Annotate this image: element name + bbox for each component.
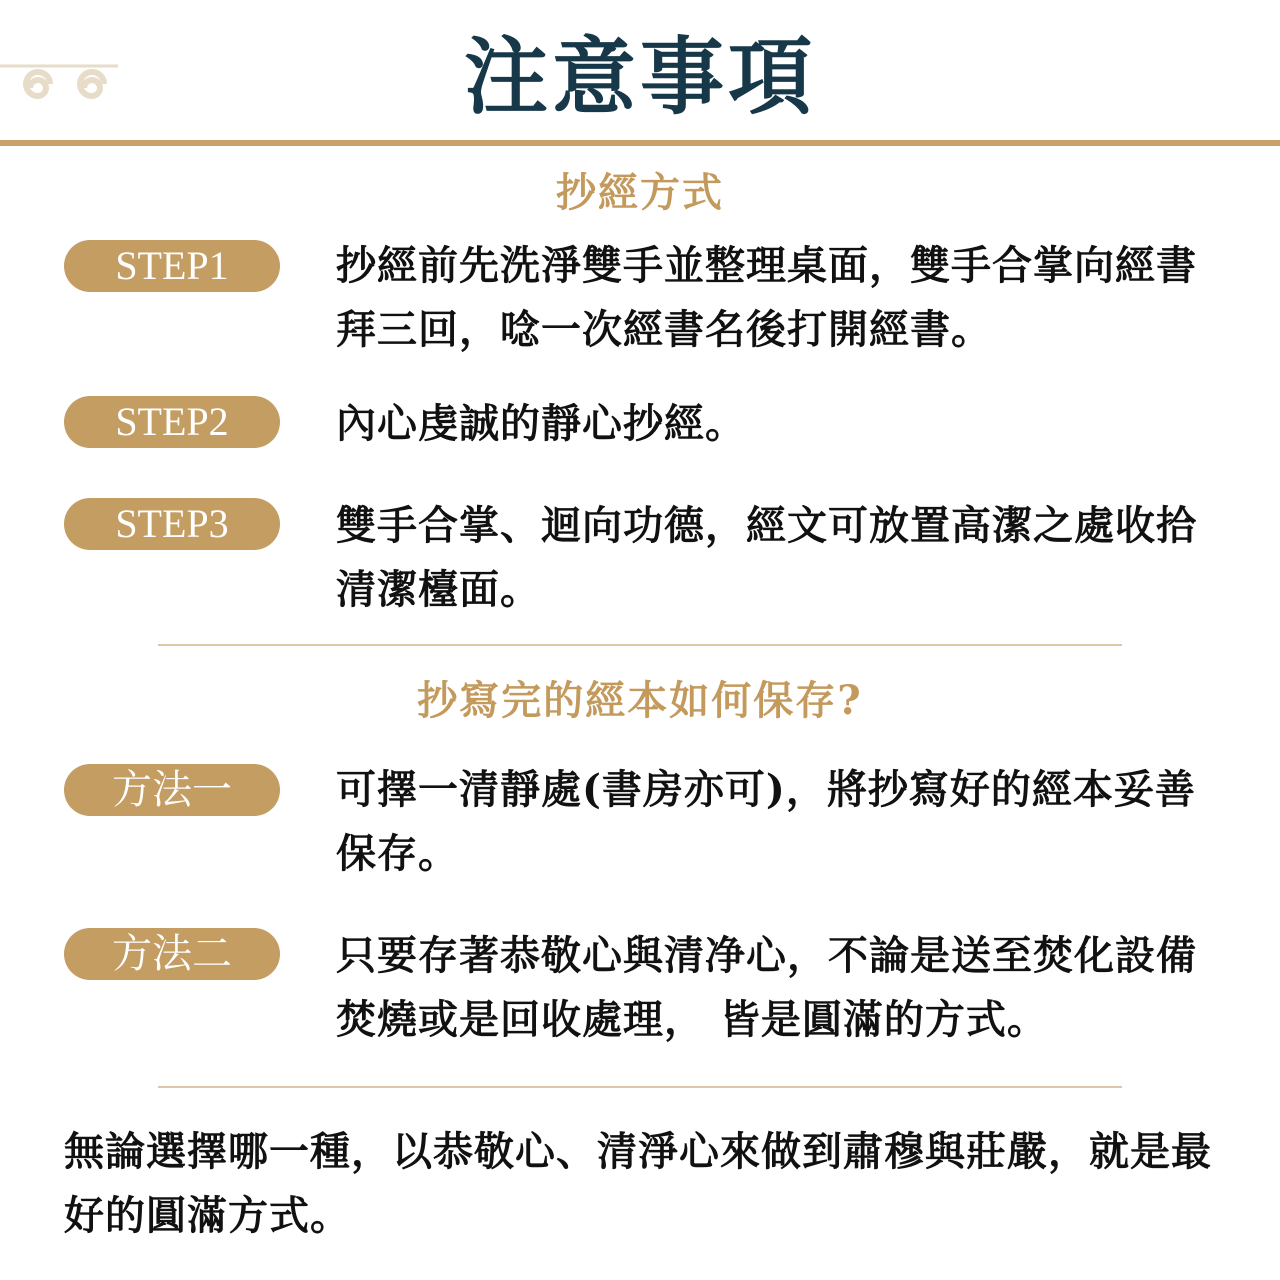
closing-divider xyxy=(158,1086,1122,1088)
section-divider xyxy=(158,644,1122,646)
method-badge-1: 方法一 xyxy=(64,764,280,816)
step-text-1: 抄經前先洗淨雙手並整理桌面，雙手合掌向經書拜三回，唸一次經書名後打開經書。 xyxy=(336,242,1197,353)
closing-statement: 無論選擇哪一種，以恭敬心、清淨心來做到肅穆與莊嚴，就是最好的圓滿方式。 xyxy=(64,1128,1212,1239)
step-badge-1: STEP1 xyxy=(64,240,280,292)
method-text-1: 可擇一清靜處(書房亦可)，將抄寫好的經本妥善保存。 xyxy=(336,766,1196,877)
section-title-preservation: 抄寫完的經本如何保存? xyxy=(417,677,863,724)
step-text-2: 內心虔誠的靜心抄經。 xyxy=(336,400,746,447)
step-badge-3: STEP3 xyxy=(64,498,280,550)
method-text-2: 只要存著恭敬心與清净心，不論是送至焚化設備焚燒或是回收處理， 皆是圓滿的方式。 xyxy=(336,932,1197,1043)
method-badge-2: 方法二 xyxy=(64,928,280,980)
page-title: 注意事項 xyxy=(463,27,816,126)
section-title-copy-method: 抄經方式 xyxy=(556,169,724,216)
step-text-3: 雙手合掌、迴向功德，經文可放置高潔之處收拾清潔檯面。 xyxy=(336,502,1197,613)
step-badge-2: STEP2 xyxy=(64,396,280,448)
header-divider xyxy=(0,140,1280,146)
